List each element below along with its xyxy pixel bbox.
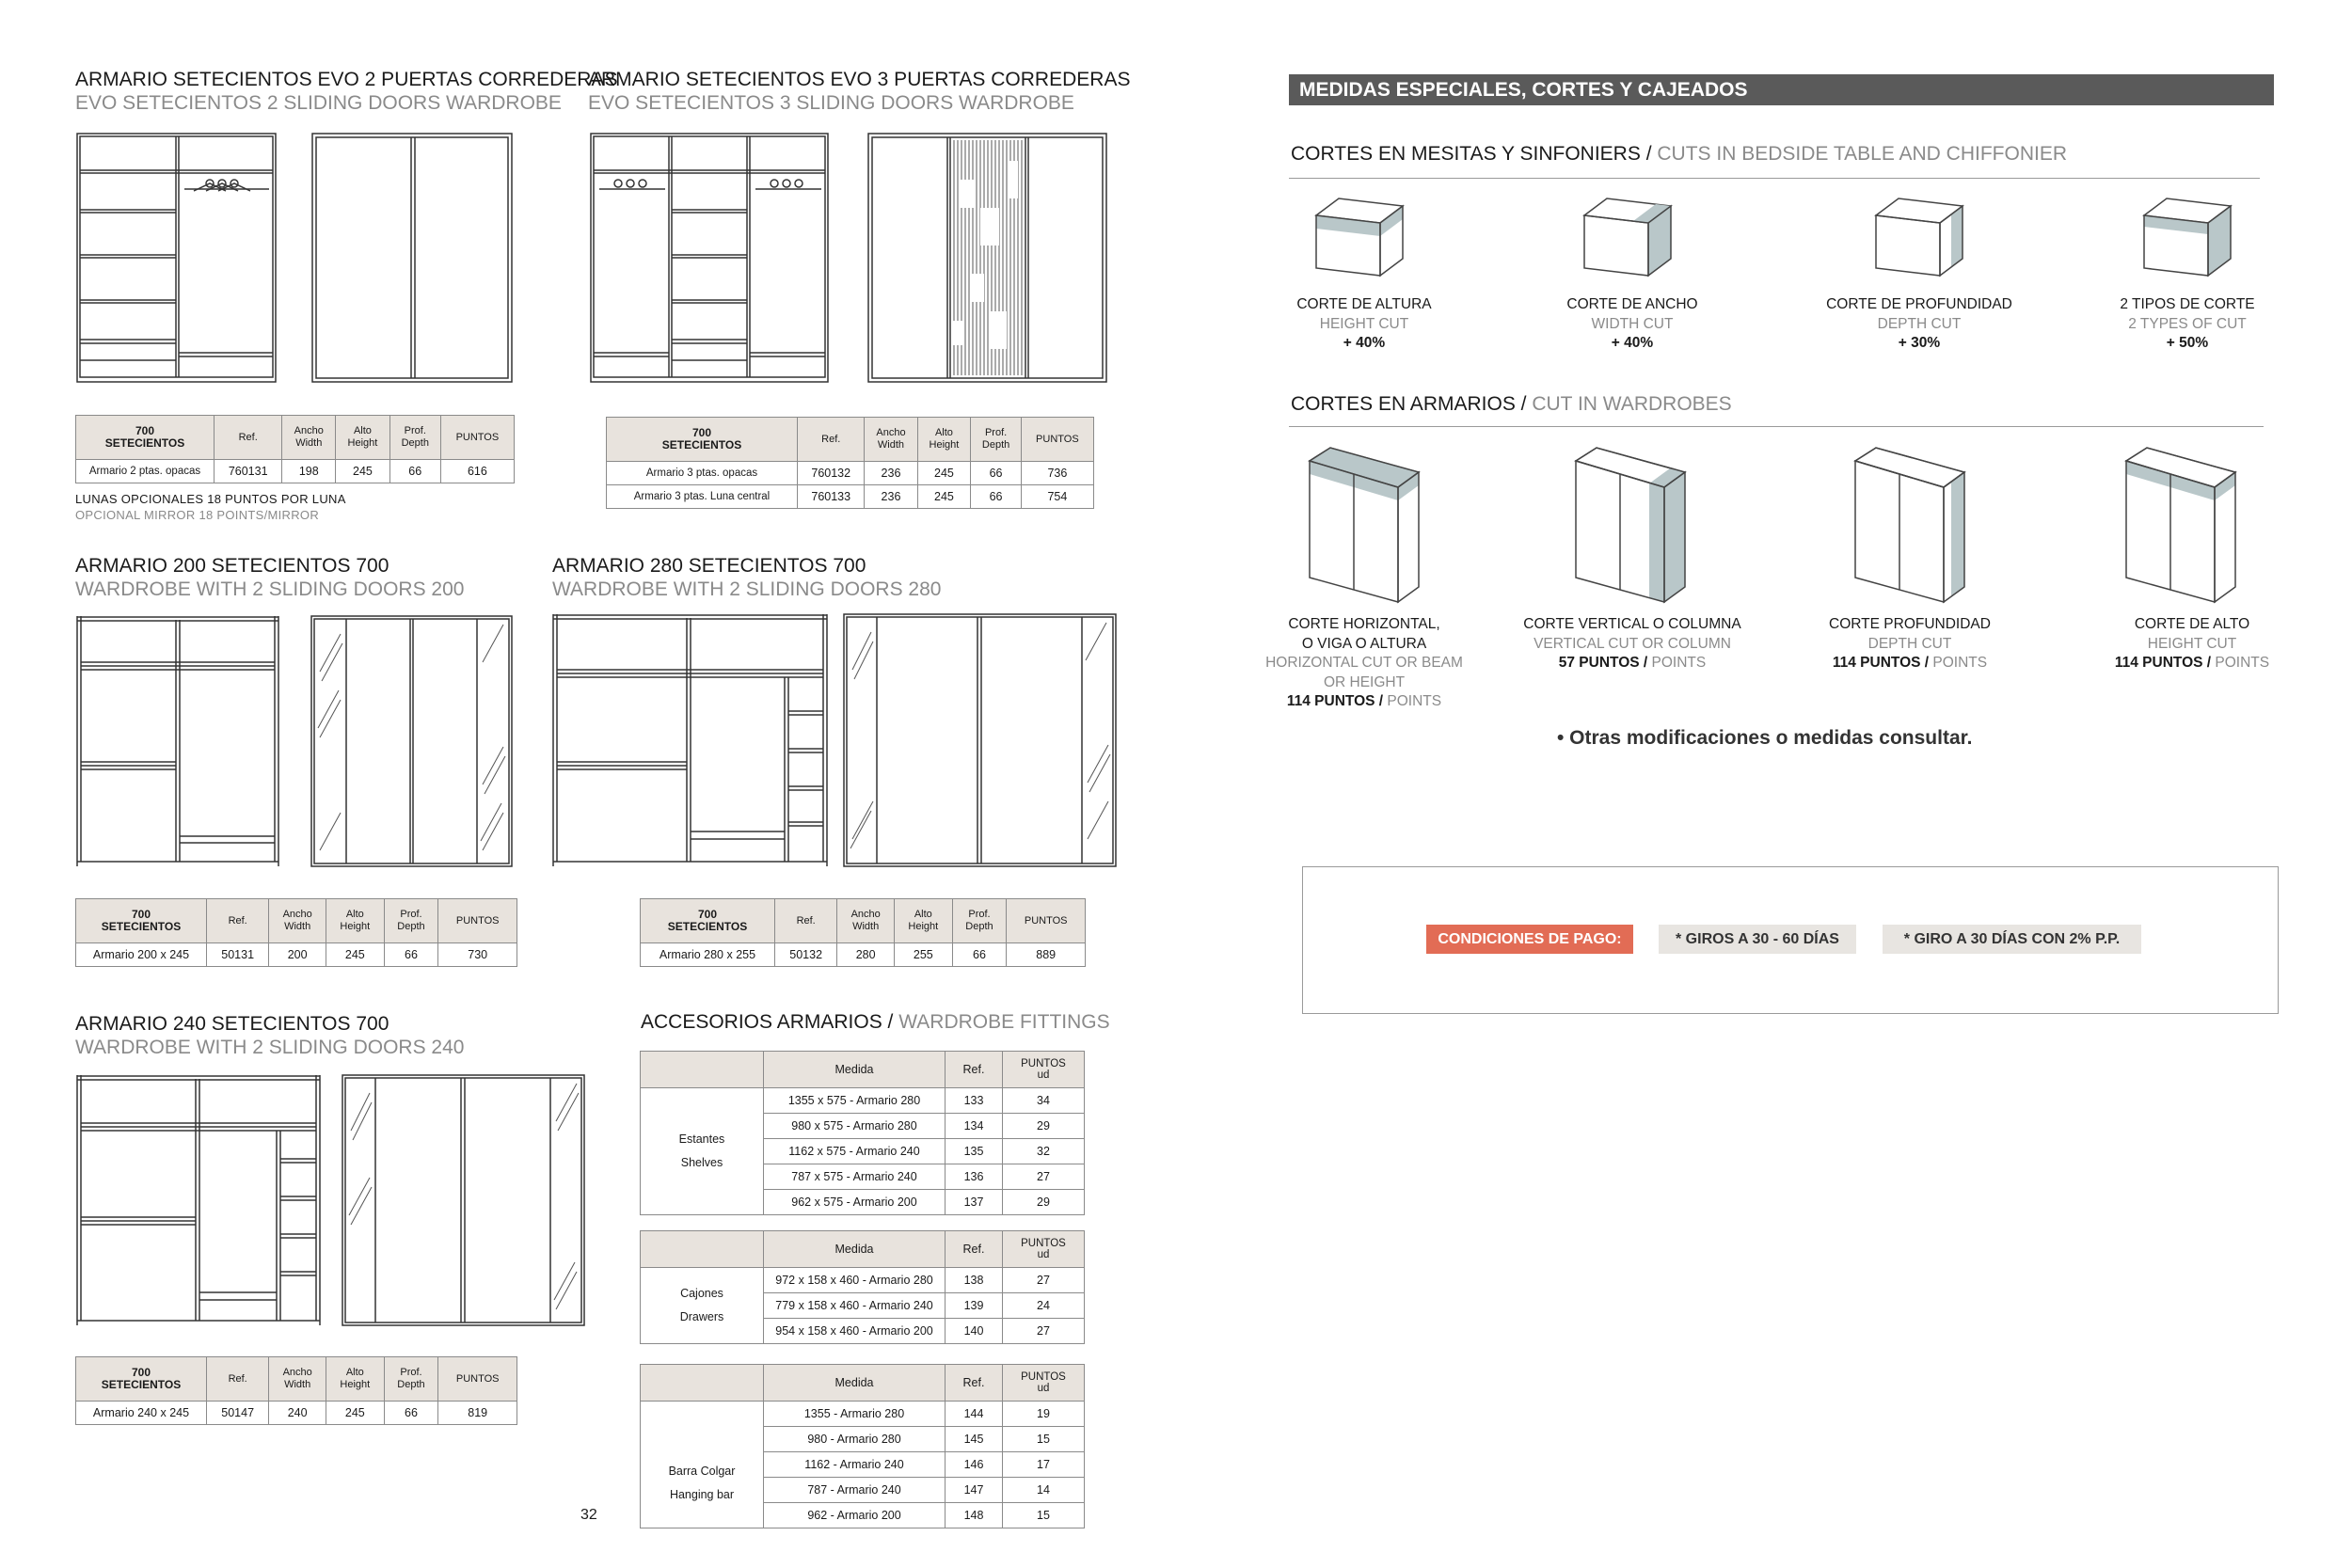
col-depth: Prof. Depth — [389, 416, 440, 460]
w280-interior-drawing — [552, 613, 828, 867]
depth-cut-cube-icon — [1872, 197, 1966, 279]
evo3-title-es: ARMARIO SETECIENTOS EVO 3 PUERTAS CORREDERAS — [588, 69, 1131, 90]
table-row: Armario 240 x 245 50147 240 245 66 819 — [76, 1402, 517, 1425]
col-ref: Ref. — [798, 418, 865, 462]
table-row: 1162 - Armario 240 146 17 — [641, 1452, 1085, 1478]
col-ref: Ref. — [946, 1231, 1003, 1268]
divider — [1289, 178, 2260, 179]
w200-title-en: WARDROBE WITH 2 SLIDING DOORS 200 — [75, 578, 465, 600]
col-measure: Medida — [764, 1231, 946, 1268]
col-points: PUNTOS ud — [1003, 1231, 1085, 1268]
width-cut-cube-icon — [1581, 197, 1675, 279]
w200-front-drawing — [310, 615, 513, 867]
w280-front-drawing — [843, 613, 1117, 867]
col-points: PUNTOS — [1021, 418, 1093, 462]
w280-title-en: WARDROBE WITH 2 SLIDING DOORS 280 — [552, 578, 942, 600]
evo3-spec-table — [606, 417, 1094, 509]
mirror-note-en: OPCIONAL MIRROR 18 POINTS/MIRROR — [75, 508, 320, 522]
evo2-interior-drawing — [76, 133, 277, 383]
page-number: 32 — [580, 1507, 597, 1523]
col-depth: Prof. Depth — [384, 1357, 438, 1402]
col-width: Ancho Width — [269, 1357, 326, 1402]
table-row: Armario 2 ptas. opacas 760131 198 245 66 616 — [76, 460, 515, 483]
wardrobe-cut-depth: CORTE PROFUNDIDAD DEPTH CUT 114 PUNTOS / POINTS — [1829, 616, 1991, 671]
w240-title-es: ARMARIO 240 SETECIENTOS 700 — [75, 1013, 389, 1035]
evo3-front-drawing — [867, 133, 1107, 383]
col-ref: Ref. — [775, 899, 837, 943]
col-depth: Prof. Depth — [971, 418, 1021, 462]
bedside-cuts-heading: CORTES EN MESITAS Y SINFONIERS / CUTS IN BEDSIDE TABLE AND CHIFFONIER — [1291, 143, 2068, 165]
col-height: Alto Height — [326, 1357, 385, 1402]
bedside-cut-width: CORTE DE ANCHO WIDTH CUT + 40% — [1566, 296, 1698, 351]
w200-title-es: ARMARIO 200 SETECIENTOS 700 — [75, 555, 389, 577]
table-row: 980 - Armario 280 145 15 — [641, 1427, 1085, 1452]
col-depth: Prof. Depth — [384, 899, 438, 943]
col-depth: Prof. Depth — [952, 899, 1007, 943]
col-height: Alto Height — [895, 899, 953, 943]
shelves-table — [640, 1051, 1085, 1215]
payment-conditions-label: CONDICIONES DE PAGO: — [1426, 925, 1633, 954]
col-height: Alto Height — [326, 899, 385, 943]
table-row: Barra Colgar Hanging bar 1355 - Armario 280 144 19 — [641, 1402, 1085, 1427]
w240-interior-drawing — [76, 1074, 321, 1326]
wardrobe-cuts-heading: CORTES EN ARMARIOS / CUT IN WARDROBES — [1291, 393, 1732, 415]
vertical-cut-wardrobe-icon — [1574, 446, 1687, 606]
table-row: 787 - Armario 240 147 14 — [641, 1478, 1085, 1503]
col-ref: Ref. — [215, 416, 282, 460]
bedside-cut-height: CORTE DE ALTURA HEIGHT CUT + 40% — [1296, 296, 1432, 351]
col-model: 700 SETECIENTOS — [607, 418, 798, 462]
evo2-title-es: ARMARIO SETECIENTOS EVO 2 PUERTAS CORREDERAS — [75, 69, 618, 90]
special-measures-bar: MEDIDAS ESPECIALES, CORTES Y CAJEADOS — [1289, 74, 2274, 105]
col-ref: Ref. — [946, 1365, 1003, 1402]
height-cut-cube-icon — [1312, 197, 1406, 279]
bedside-cut-depth: CORTE DE PROFUNDIDAD DEPTH CUT + 30% — [1826, 296, 2012, 351]
col-model: 700 SETECIENTOS — [641, 899, 775, 943]
table-row: 962 x 575 - Armario 200 137 29 — [641, 1190, 1085, 1215]
col-points: PUNTOS ud — [1003, 1365, 1085, 1402]
other-modifications-note: • Otras modificaciones o medidas consultar. — [1557, 727, 1973, 749]
table-row: 954 x 158 x 460 - Armario 200 140 27 — [641, 1319, 1085, 1344]
fittings-title: ACCESORIOS ARMARIOS / WARDROBE FITTINGS — [641, 1011, 1110, 1033]
w240-spec-table — [75, 1356, 517, 1425]
col-points: PUNTOS ud — [1003, 1052, 1085, 1088]
col-points: PUNTOS — [1007, 899, 1086, 943]
evo2-title-en: EVO SETECIENTOS 2 SLIDING DOORS WARDROBE — [75, 92, 562, 114]
shelves-category: Estantes Shelves — [641, 1088, 764, 1215]
col-model: 700 SETECIENTOS — [76, 1357, 207, 1402]
col-ref: Ref. — [207, 1357, 269, 1402]
wardrobe-cut-vertical: CORTE VERTICAL O COLUMNA VERTICAL CUT OR COLUMN 57 PUNTOS / POINTS — [1523, 616, 1741, 671]
wardrobe-cut-height: CORTE DE ALTO HEIGHT CUT 114 PUNTOS / POINTS — [2114, 616, 2270, 671]
w200-interior-drawing — [76, 615, 279, 867]
table-row: Armario 3 ptas. Luna central 760133 236 245 66 754 — [607, 485, 1094, 509]
hanging-bar-table — [640, 1364, 1085, 1528]
mirror-note-es: LUNAS OPCIONALES 18 PUNTOS POR LUNA — [75, 492, 346, 506]
col-measure: Medida — [764, 1052, 946, 1088]
horizontal-cut-wardrobe-icon — [1308, 446, 1421, 606]
payment-option-1: * GIROS A 30 - 60 DÍAS — [1659, 925, 1856, 954]
col-ref: Ref. — [207, 899, 269, 943]
wardrobe-cut-horizontal: CORTE HORIZONTAL, O VIGA O ALTURA HORIZONTAL CUT OR BEAM OR HEIGHT 114 PUNTOS / POINTS — [1265, 616, 1463, 709]
w200-spec-table — [75, 898, 517, 967]
table-row: 1162 x 575 - Armario 240 135 32 — [641, 1139, 1085, 1164]
col-width: Ancho Width — [282, 416, 336, 460]
drawers-table — [640, 1230, 1085, 1344]
table-row: 962 - Armario 200 148 15 — [641, 1503, 1085, 1528]
evo3-interior-drawing — [590, 133, 829, 383]
col-model: 700 SETECIENTOS — [76, 899, 207, 943]
col-width: Ancho Width — [269, 899, 326, 943]
w280-spec-table — [640, 898, 1086, 967]
col-height: Alto Height — [336, 416, 390, 460]
col-ref: Ref. — [946, 1052, 1003, 1088]
col-width: Ancho Width — [837, 899, 895, 943]
table-row: Estantes Shelves 1355 x 575 - Armario 280 133 34 — [641, 1088, 1085, 1114]
hanging-bar-category: Barra Colgar Hanging bar — [641, 1402, 764, 1528]
bedside-cut-two-types: 2 TIPOS DE CORTE 2 TYPES OF CUT + 50% — [2120, 296, 2255, 351]
table-row: Armario 200 x 245 50131 200 245 66 730 — [76, 943, 517, 967]
col-width: Ancho Width — [865, 418, 917, 462]
col-height: Alto Height — [917, 418, 971, 462]
col-points: PUNTOS — [440, 416, 514, 460]
evo2-spec-table — [75, 415, 515, 483]
col-model: 700 SETECIENTOS — [76, 416, 215, 460]
table-row: Cajones Drawers 972 x 158 x 460 - Armario 280 138 27 — [641, 1268, 1085, 1293]
two-cuts-cube-icon — [2140, 197, 2234, 279]
table-row: 779 x 158 x 460 - Armario 240 139 24 — [641, 1293, 1085, 1319]
table-row: Armario 3 ptas. opacas 760132 236 245 66 736 — [607, 462, 1094, 485]
col-measure: Medida — [764, 1365, 946, 1402]
evo3-title-en: EVO SETECIENTOS 3 SLIDING DOORS WARDROBE — [588, 92, 1074, 114]
w280-title-es: ARMARIO 280 SETECIENTOS 700 — [552, 555, 866, 577]
w240-title-en: WARDROBE WITH 2 SLIDING DOORS 240 — [75, 1037, 465, 1058]
col-points: PUNTOS — [438, 899, 517, 943]
col-points: PUNTOS — [438, 1357, 517, 1402]
table-row: 787 x 575 - Armario 240 136 27 — [641, 1164, 1085, 1190]
divider — [1289, 426, 2264, 427]
payment-option-2: * GIRO A 30 DÍAS CON 2% P.P. — [1883, 925, 2141, 954]
w240-front-drawing — [342, 1074, 585, 1326]
drawers-category: Cajones Drawers — [641, 1268, 764, 1344]
height-cut-wardrobe-icon — [2124, 446, 2237, 606]
evo2-front-drawing — [311, 133, 513, 383]
table-row: Armario 280 x 255 50132 280 255 66 889 — [641, 943, 1086, 967]
depth-cut-wardrobe-icon — [1853, 446, 1966, 606]
table-row: 980 x 575 - Armario 280 134 29 — [641, 1114, 1085, 1139]
